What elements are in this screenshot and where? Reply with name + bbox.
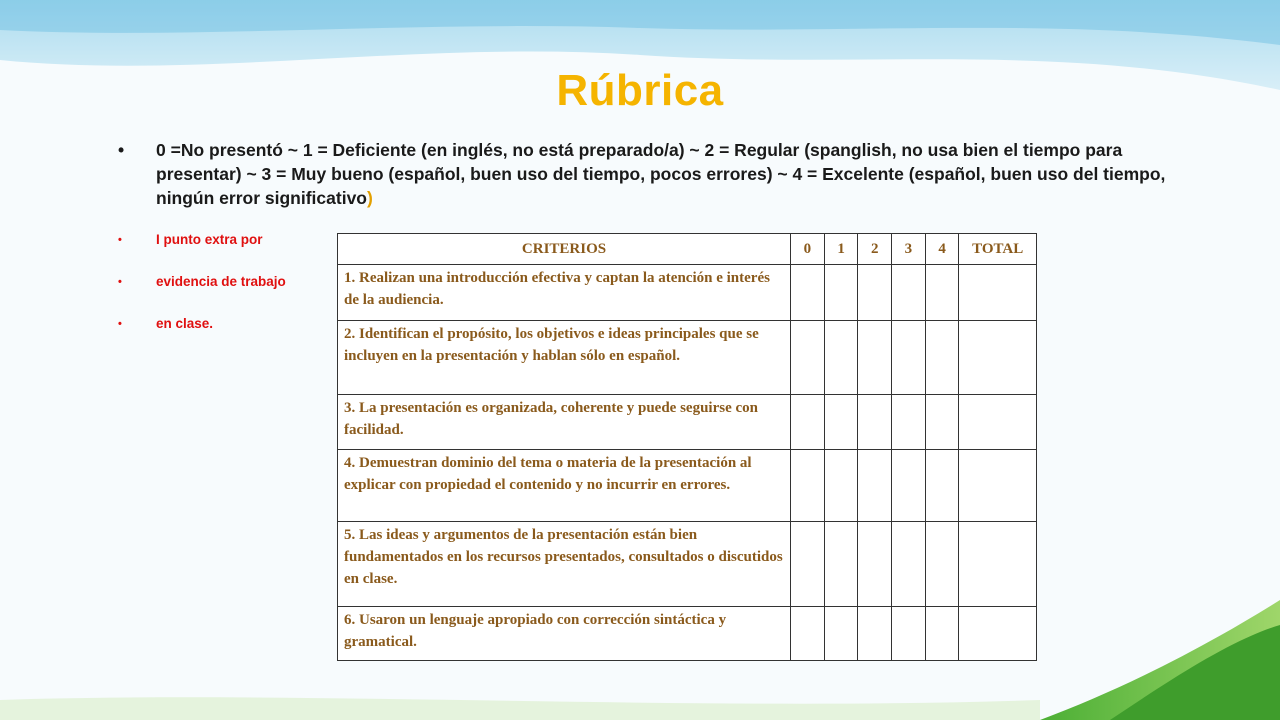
header-score-2: 2 xyxy=(858,234,892,265)
criterion-cell: 1. Realizan una introducción efectiva y captan la atención e interés de la audiencia. xyxy=(338,265,791,321)
criterion-cell: 2. Identifican el propósito, los objetivos e ideas principales que se incluyen en la presentación y hablan sólo en español. xyxy=(338,321,791,395)
score-cell[interactable] xyxy=(925,321,959,395)
bullet-dot: • xyxy=(118,318,122,330)
score-cell[interactable] xyxy=(791,395,825,450)
bullet-dot: • xyxy=(118,276,122,288)
score-cell[interactable] xyxy=(925,395,959,450)
criterion-cell: 5. Las ideas y argumentos de la presentación están bien fundamentados en los recursos presentados, consultados o discutidos en clase. xyxy=(338,522,791,607)
header-criterios: CRITERIOS xyxy=(338,234,791,265)
grading-scale-bullet xyxy=(118,138,1168,210)
header-score-4: 4 xyxy=(925,234,959,265)
header-score-0: 0 xyxy=(791,234,825,265)
table-row xyxy=(338,321,1037,395)
score-cell[interactable] xyxy=(925,522,959,607)
bullet-dot: • xyxy=(118,234,122,246)
table-header-row xyxy=(338,234,1037,265)
score-cell[interactable] xyxy=(858,522,892,607)
header-score-1: 1 xyxy=(824,234,858,265)
extra-point-bullets xyxy=(118,230,318,356)
score-cell[interactable] xyxy=(925,607,959,661)
score-cell[interactable] xyxy=(824,607,858,661)
bullet-dot: • xyxy=(118,140,125,160)
score-cell[interactable] xyxy=(824,395,858,450)
total-cell[interactable] xyxy=(959,450,1037,522)
total-cell[interactable] xyxy=(959,522,1037,607)
criterion-cell: 6. Usaron un lenguaje apropiado con corrección sintáctica y gramatical. xyxy=(338,607,791,661)
grading-scale-text: 0 =No presentó ~ 1 = Deficiente (en inglés, no está preparado/a) ~ 2 = Regular (spanglish, no usa bien el tiempo para presentar) ~ 3 = Muy bueno (español, buen uso del tiempo, pocos errores) ~ 4 = Excelente (español, buen uso del tiempo, ningún error significativo xyxy=(156,140,1166,208)
score-cell[interactable] xyxy=(892,395,926,450)
score-cell[interactable] xyxy=(824,265,858,321)
table-row xyxy=(338,395,1037,450)
extra-point-text: evidencia de trabajo xyxy=(156,274,286,289)
score-cell[interactable] xyxy=(824,450,858,522)
total-cell[interactable] xyxy=(959,265,1037,321)
extra-point-bullet xyxy=(118,230,318,272)
score-cell[interactable] xyxy=(858,321,892,395)
grading-scale-text-wrap xyxy=(156,138,1168,210)
extra-point-bullet xyxy=(118,314,318,356)
score-cell[interactable] xyxy=(925,265,959,321)
score-cell[interactable] xyxy=(791,321,825,395)
score-cell[interactable] xyxy=(791,450,825,522)
slide-title: Rúbrica xyxy=(556,66,724,115)
table-row xyxy=(338,450,1037,522)
total-cell[interactable] xyxy=(959,395,1037,450)
criterion-cell: 3. La presentación es organizada, coherente y puede seguirse con facilidad. xyxy=(338,395,791,450)
extra-point-text: I punto extra por xyxy=(156,232,263,247)
score-cell[interactable] xyxy=(858,450,892,522)
extra-point-bullet xyxy=(118,272,318,314)
table-row xyxy=(338,265,1037,321)
score-cell[interactable] xyxy=(892,321,926,395)
score-cell[interactable] xyxy=(892,607,926,661)
score-cell[interactable] xyxy=(892,522,926,607)
total-cell[interactable] xyxy=(959,607,1037,661)
score-cell[interactable] xyxy=(791,522,825,607)
score-cell[interactable] xyxy=(925,450,959,522)
score-cell[interactable] xyxy=(858,265,892,321)
score-cell[interactable] xyxy=(892,265,926,321)
grading-scale-closing-paren: ) xyxy=(367,188,373,208)
score-cell[interactable] xyxy=(824,321,858,395)
header-total: TOTAL xyxy=(959,234,1037,265)
score-cell[interactable] xyxy=(892,450,926,522)
extra-point-text: en clase. xyxy=(156,316,214,331)
score-cell[interactable] xyxy=(824,522,858,607)
total-cell[interactable] xyxy=(959,321,1037,395)
criterion-cell: 4. Demuestran dominio del tema o materia de la presentación al explicar con propiedad el contenido y no incurrir en errores. xyxy=(338,450,791,522)
rubric-table xyxy=(337,233,1037,661)
score-cell[interactable] xyxy=(791,265,825,321)
score-cell[interactable] xyxy=(791,607,825,661)
score-cell[interactable] xyxy=(858,395,892,450)
table-row xyxy=(338,607,1037,661)
score-cell[interactable] xyxy=(858,607,892,661)
table-row xyxy=(338,522,1037,607)
header-score-3: 3 xyxy=(892,234,926,265)
